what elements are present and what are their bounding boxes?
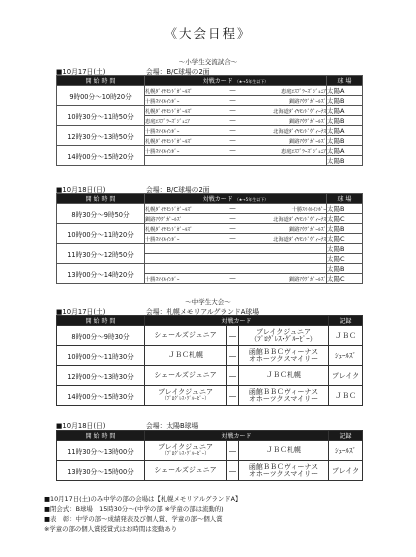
field-name: 太陽C — [327, 274, 363, 284]
table-row — [57, 126, 363, 136]
vs-dash: ― — [227, 366, 239, 386]
team-a: 十勝ｽﾏｲﾙｲﾝﾎﾞｰ — [145, 126, 227, 136]
col-time: 開 始 時 間 — [57, 431, 145, 441]
team-a — [145, 346, 227, 366]
mid-day1-date: ■10月17日(土) — [56, 308, 106, 316]
match-time: 13時30分～15時00分 — [57, 461, 145, 481]
team-a: 十勝ｽﾏｲﾙｲﾝﾎﾞｰ — [145, 234, 227, 244]
field-name: 太陽C — [327, 234, 363, 244]
col-card: 対戦カード — [145, 431, 329, 441]
vs-dash: ― — [227, 346, 239, 366]
field-name: 太陽B — [327, 264, 363, 274]
notes — [44, 494, 241, 534]
team-b: 釧路ｱｳｸﾞｶﾞｰﾙｽﾞ — [239, 136, 327, 146]
team-b — [239, 326, 329, 346]
mid-day2-date: ■10月18日(日) — [56, 422, 106, 430]
elementary-section-heading: ～小学生交流試合～ — [178, 58, 238, 66]
match-time: 12時00分～13時30分 — [57, 366, 145, 386]
field-name: 太陽C — [327, 214, 363, 224]
team-b-sub: （ﾌﾟﾛｸﾞﾚｽ･ｸﾞﾙｰﾋﾟｰ） — [250, 334, 317, 343]
match-time: 8時30分～9時50分 — [57, 204, 145, 224]
vs-dash: ― — [227, 106, 239, 116]
field-name: 太陽B — [327, 224, 363, 234]
team-b: 十勝ｽﾏｲﾙｲﾝﾎﾞｰ — [239, 204, 327, 214]
vs-dash: ― — [227, 461, 239, 481]
table-row — [57, 146, 363, 156]
field-name: 太陽C — [327, 254, 363, 264]
vs-dash: ― — [227, 274, 239, 284]
mid-day2-venue: 会場：太陽B球場 — [146, 422, 199, 430]
match-time: 9時00分～10時20分 — [57, 86, 145, 106]
table-row — [57, 461, 363, 481]
vs-dash: ― — [227, 214, 239, 224]
team-b — [239, 441, 329, 461]
field-name: 太陽B — [327, 116, 363, 126]
field-name: 太陽B — [327, 156, 363, 166]
team-a — [145, 386, 227, 406]
vs-dash: ― — [227, 224, 239, 234]
vs-dash — [227, 264, 239, 274]
match-time: 10時30分～11時50分 — [57, 106, 145, 126]
elem-day1-table — [56, 75, 363, 166]
vs-dash: ― — [227, 136, 239, 146]
team-a: 十勝ｽﾏｲﾙｲﾝﾎﾞｰ — [145, 274, 227, 284]
team-b — [239, 264, 327, 274]
note-line: ■10月17日(土)のみ中学の部の会場は【札幌メモリアルグランドA】 — [44, 495, 242, 503]
team-a — [145, 366, 227, 386]
record-team: ブレイク — [329, 461, 363, 481]
team-a: 釧路ｱｳｸﾞｶﾞｰﾙｽﾞ — [145, 214, 227, 224]
team-b: 釧路ｱｳｸﾞｶﾞｰﾙｽﾞ — [239, 224, 327, 234]
match-time: 14時00分～15時30分 — [57, 386, 145, 406]
team-a: 札幌ﾀﾞｲﾔﾓﾝﾄﾞｶﾞｰﾙｽﾞ — [145, 204, 227, 214]
team-b: 釧路ｱｳｸﾞｶﾞｰﾙｽﾞ — [239, 274, 327, 284]
team-b-name: ＪＢＣ札幌 — [266, 371, 302, 379]
team-a: 恵庭ｴｽﾌﾟﾗｰｽﾞｼﾞｭﾆｱ — [145, 116, 227, 126]
field-name: 太陽A — [327, 106, 363, 116]
team-b: 釧路ｱｳｸﾞｶﾞｰﾙｽﾞ — [239, 96, 327, 106]
elem-day1-date: ■10月17日(土) — [56, 68, 106, 76]
table-row — [57, 366, 363, 386]
elem-day1-body — [57, 86, 363, 166]
team-a-sub: （ﾌﾟﾛｸﾞﾚｽ･ｸﾞﾙｰﾋﾟｰ） — [161, 395, 210, 402]
team-a: 十勝ｽﾏｲﾙｲﾝﾎﾞｰ — [145, 96, 227, 106]
vs-dash: ― — [227, 86, 239, 96]
elem-day1-venue: 会場：B/C球場の2面 — [146, 68, 210, 76]
vs-dash — [227, 254, 239, 264]
col-card: 対戦カード — [145, 316, 329, 326]
team-a: 十勝ｽﾏｲﾙｲﾝﾎﾞｰ — [145, 146, 227, 156]
team-a — [145, 461, 227, 481]
note-line: ■表 彰：中学の部～成績発表及び個人賞、学童の部～個人賞 — [44, 515, 223, 523]
team-a: 札幌ﾀﾞｲﾔﾓﾝﾄﾞｶﾞｰﾙｽﾞ — [145, 106, 227, 116]
team-a: 札幌ﾀﾞｲﾔﾓﾝﾄﾞｶﾞｰﾙｽﾞ — [145, 86, 227, 96]
table-row — [57, 386, 363, 406]
team-b: 恵庭ｴｽﾌﾟﾗｰｽﾞｼﾞｭﾆｱ — [239, 146, 327, 156]
mid-day2-body — [57, 441, 363, 481]
elem-day2-venue: 会場：B/C球場の2面 — [146, 186, 210, 194]
note-line: ■閉会式：B球場 15時30分～(中学の部 ※学童の部は流動的) — [44, 505, 224, 513]
col-field: 球 場 — [327, 194, 363, 204]
vs-dash: ― — [227, 234, 239, 244]
vs-dash: ― — [227, 96, 239, 106]
mid-day2-table — [56, 430, 363, 481]
field-name: 太陽B — [327, 96, 363, 106]
page-title: 《大会日程》 — [164, 26, 252, 41]
vs-dash: ― — [227, 441, 239, 461]
team-a-name: ブレイクジュニア — [157, 442, 214, 451]
table-row — [57, 244, 363, 254]
col-time: 開 始 時 間 — [57, 76, 145, 86]
team-a — [145, 244, 227, 254]
team-b — [239, 461, 329, 481]
table-row — [57, 86, 363, 96]
mid-day1-body — [57, 326, 363, 406]
team-b: 北海道ﾀﾞｲﾔﾓﾝﾄﾞｳﾞｨｰﾅｽ — [239, 214, 327, 224]
team-b-name: 函館ＢＢＣヴィーナス — [248, 347, 319, 356]
team-a — [145, 441, 227, 461]
field-name: 太陽B — [327, 244, 363, 254]
table-row — [57, 326, 363, 346]
table-row — [57, 346, 363, 366]
team-b-name: ブレイクジュニア — [255, 327, 312, 336]
vs-dash: ― — [227, 204, 239, 214]
col-record: 記録 — [329, 431, 363, 441]
match-time: 13時00分～14時20分 — [57, 264, 145, 284]
team-b: 北海道ﾀﾞｲﾔﾓﾝﾄﾞｳﾞｨｰﾅｽ — [239, 126, 327, 136]
team-b: 北海道ﾀﾞｲﾔﾓﾝﾄﾞｳﾞｨｰﾅｽ — [239, 234, 327, 244]
team-b — [239, 366, 329, 386]
match-time: 11時30分～13時00分 — [57, 441, 145, 461]
col-time: 開 始 時 間 — [57, 316, 145, 326]
team-a-name: ＪＢＣ札幌 — [168, 351, 203, 359]
vs-dash: ― — [227, 326, 239, 346]
team-a-name: シェールズジュニア — [154, 371, 217, 379]
team-a: 札幌ﾀﾞｲﾔﾓﾝﾄﾞｶﾞｰﾙｽﾞ — [145, 224, 227, 234]
vs-dash — [227, 244, 239, 254]
team-b-sub: オホーツクスマイリー — [248, 469, 319, 478]
team-a-name: シェールズジュニア — [154, 331, 217, 339]
team-b — [239, 254, 327, 264]
record-team: ＪＢＣ — [329, 326, 363, 346]
team-b-name: 函館ＢＢＣヴィーナス — [248, 387, 319, 396]
team-b: 恵庭ｴｽﾌﾟﾗｰｽﾞｼﾞｭﾆｱ — [239, 86, 327, 96]
field-name: 太陽B — [327, 136, 363, 146]
vs-dash: ― — [227, 116, 239, 126]
table-row — [57, 106, 363, 116]
match-time: 10時00分～11時30分 — [57, 346, 145, 366]
col-record: 記録 — [329, 316, 363, 326]
team-b: 釧路ｱｳｸﾞｶﾞｰﾙｽﾞ — [239, 116, 327, 126]
match-time: 14時00分～15時20分 — [57, 146, 145, 166]
vs-dash — [227, 156, 239, 166]
note-line: ※学童の部の個人賞授賞式はお時間は変動あり — [44, 525, 178, 533]
match-time: 10時00分～11時20分 — [57, 224, 145, 244]
team-b: 北海道ﾀﾞｲﾔﾓﾝﾄﾞｳﾞｨｰﾅｽ — [239, 106, 327, 116]
match-time: 11時30分～12時50分 — [57, 244, 145, 264]
team-b — [239, 346, 329, 366]
field-name: 太陽A — [327, 146, 363, 156]
record-team: ブレイク — [329, 366, 363, 386]
match-time: 12時30分～13時50分 — [57, 126, 145, 146]
col-card: 対戦カード （★→5年生以下） — [145, 194, 327, 204]
record-team: ｼｪｰﾙｽﾞ — [329, 441, 363, 461]
team-a: 札幌ﾀﾞｲﾔﾓﾝﾄﾞｶﾞｰﾙｽﾞ — [145, 136, 227, 146]
team-a — [145, 254, 227, 264]
field-name: 太陽A — [327, 86, 363, 96]
match-time: 8時00分～9時30分 — [57, 326, 145, 346]
team-a — [145, 326, 227, 346]
col-time: 開 始 時 間 — [57, 194, 145, 204]
team-a-name: ブレイクジュニア — [157, 387, 214, 396]
vs-dash: ― — [227, 386, 239, 406]
mid-day2-header — [56, 420, 376, 430]
mid-day1-venue: 会場：札幌メモリアルグランドA球場 — [146, 308, 259, 316]
elem-day2-date: ■10月18日(日) — [56, 186, 106, 194]
team-b — [239, 156, 327, 166]
team-b-name: 函館ＢＢＣヴィーナス — [248, 462, 319, 471]
team-a — [145, 156, 227, 166]
col-card: 対戦カード （★→5年生以下） — [145, 76, 327, 86]
team-b — [239, 244, 327, 254]
col-field: 球 場 — [327, 76, 363, 86]
team-b-sub: オホーツクスマイリー — [248, 354, 319, 363]
team-b — [239, 386, 329, 406]
field-name: 太陽A — [327, 126, 363, 136]
table-row — [57, 441, 363, 461]
team-a-sub: （ﾌﾟﾛｸﾞﾚｽ･ｸﾞﾙｰﾋﾟｰ） — [161, 450, 210, 457]
table-row — [57, 224, 363, 234]
team-a — [145, 264, 227, 274]
table-row — [57, 264, 363, 274]
record-team: ｼｪｰﾙｽﾞ — [329, 346, 363, 366]
vs-dash: ― — [227, 146, 239, 156]
field-name: 太陽B — [327, 204, 363, 214]
record-team: ＪＢＣ — [329, 386, 363, 406]
table-row — [57, 204, 363, 214]
team-b-sub: オホーツクスマイリー — [248, 394, 319, 403]
elem-day2-body — [57, 204, 363, 284]
mid-day1-table — [56, 315, 363, 406]
team-b-name: ＪＢＣ札幌 — [266, 446, 302, 454]
vs-dash: ― — [227, 126, 239, 136]
middle-section-heading: ～中学生大会～ — [185, 298, 231, 306]
team-a-name: シェールズジュニア — [154, 466, 217, 474]
elem-day2-table — [56, 193, 363, 284]
